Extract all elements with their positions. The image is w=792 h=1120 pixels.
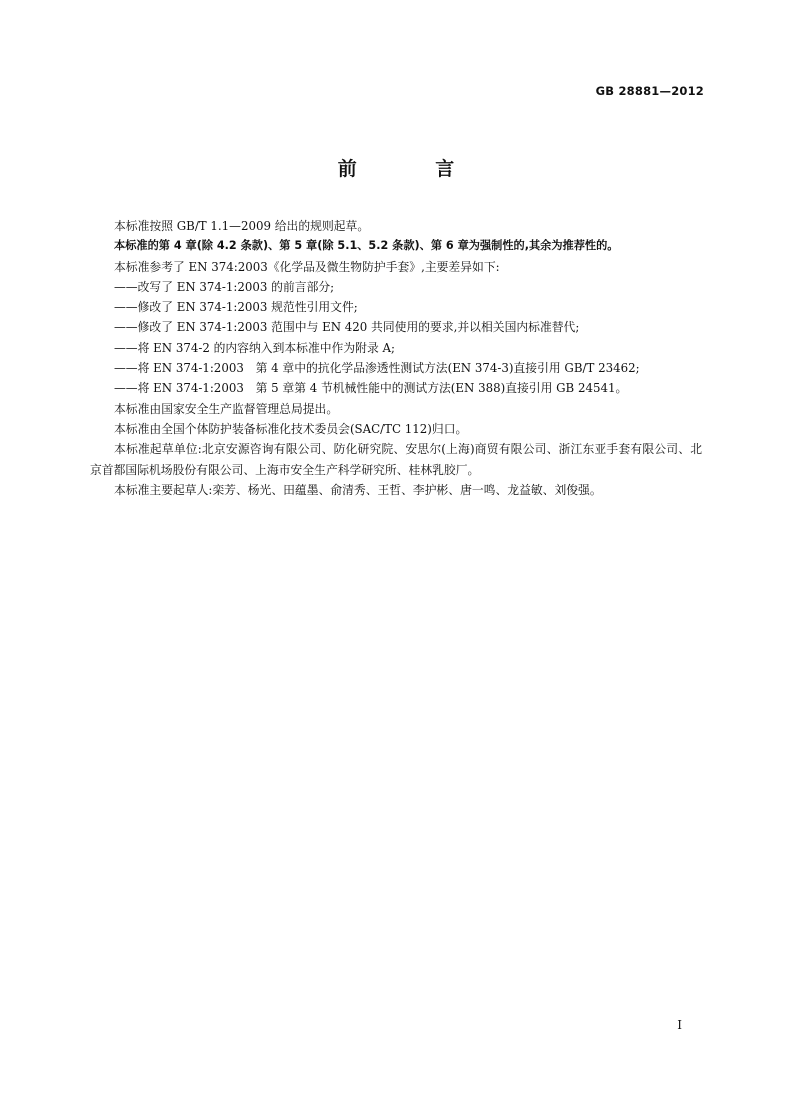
page-number: I: [677, 1018, 682, 1032]
list-item: ——将 EN 374-2 的内容纳入到本标准中作为附录 A;: [114, 340, 395, 355]
paragraph: 本标准由全国个体防护装备标准化技术委员会(SAC/TC 112)归口。: [114, 421, 468, 436]
paragraph: 本标准参考了 EN 374:2003《化学品及微生物防护手套》,主要差异如下:: [114, 259, 500, 274]
paragraph: 本标准按照 GB/T 1.1—2009 给出的规则起草。: [114, 219, 370, 233]
list-item: ——将 EN 374-1:2003 第 4 章中的抗化学品渗透性测试方法(EN 374-3)直接引用 GB/T 23462;: [114, 361, 640, 376]
page-title: 前 言: [337, 158, 491, 180]
list-item: ——改写了 EN 374-1:2003 的前言部分;: [114, 279, 335, 294]
paragraph-drafters: 本标准主要起草人:栾芳、杨光、田蕴墨、俞清秀、王哲、李护彬、唐一鸣、龙益敏、刘俊强。: [114, 482, 602, 497]
paragraph: 本标准由国家安全生产监督管理总局提出。: [114, 401, 339, 416]
list-item: ——将 EN 374-1:2003 第 5 章第 4 节机械性能中的测试方法(EN 388)直接引用 GB 24541。: [114, 381, 628, 396]
paragraph-drafting-units: 本标准起草单位:北京安源咨询有限公司、防化研究院、安思尔(上海)商贸有限公司、浙江东亚手套有限公司、北京首都国际机场股份有限公司、上海市安全生产科学研究所、桂林乳胶厂。: [90, 442, 702, 477]
standard-number: GB 28881—2012: [595, 84, 704, 98]
list-item: ——修改了 EN 374-1:2003 规范性引用文件;: [114, 300, 358, 315]
foreword-body: [90, 216, 702, 500]
list-item: ——修改了 EN 374-1:2003 范围中与 EN 420 共同使用的要求,并以相关国内标准替代;: [114, 320, 580, 335]
paragraph-mandatory-statement: 本标准的第 4 章(除 4.2 条款)、第 5 章(除 5.1、5.2 条款)、第 6 章为强制性的,其余为推荐性的。: [114, 239, 619, 253]
